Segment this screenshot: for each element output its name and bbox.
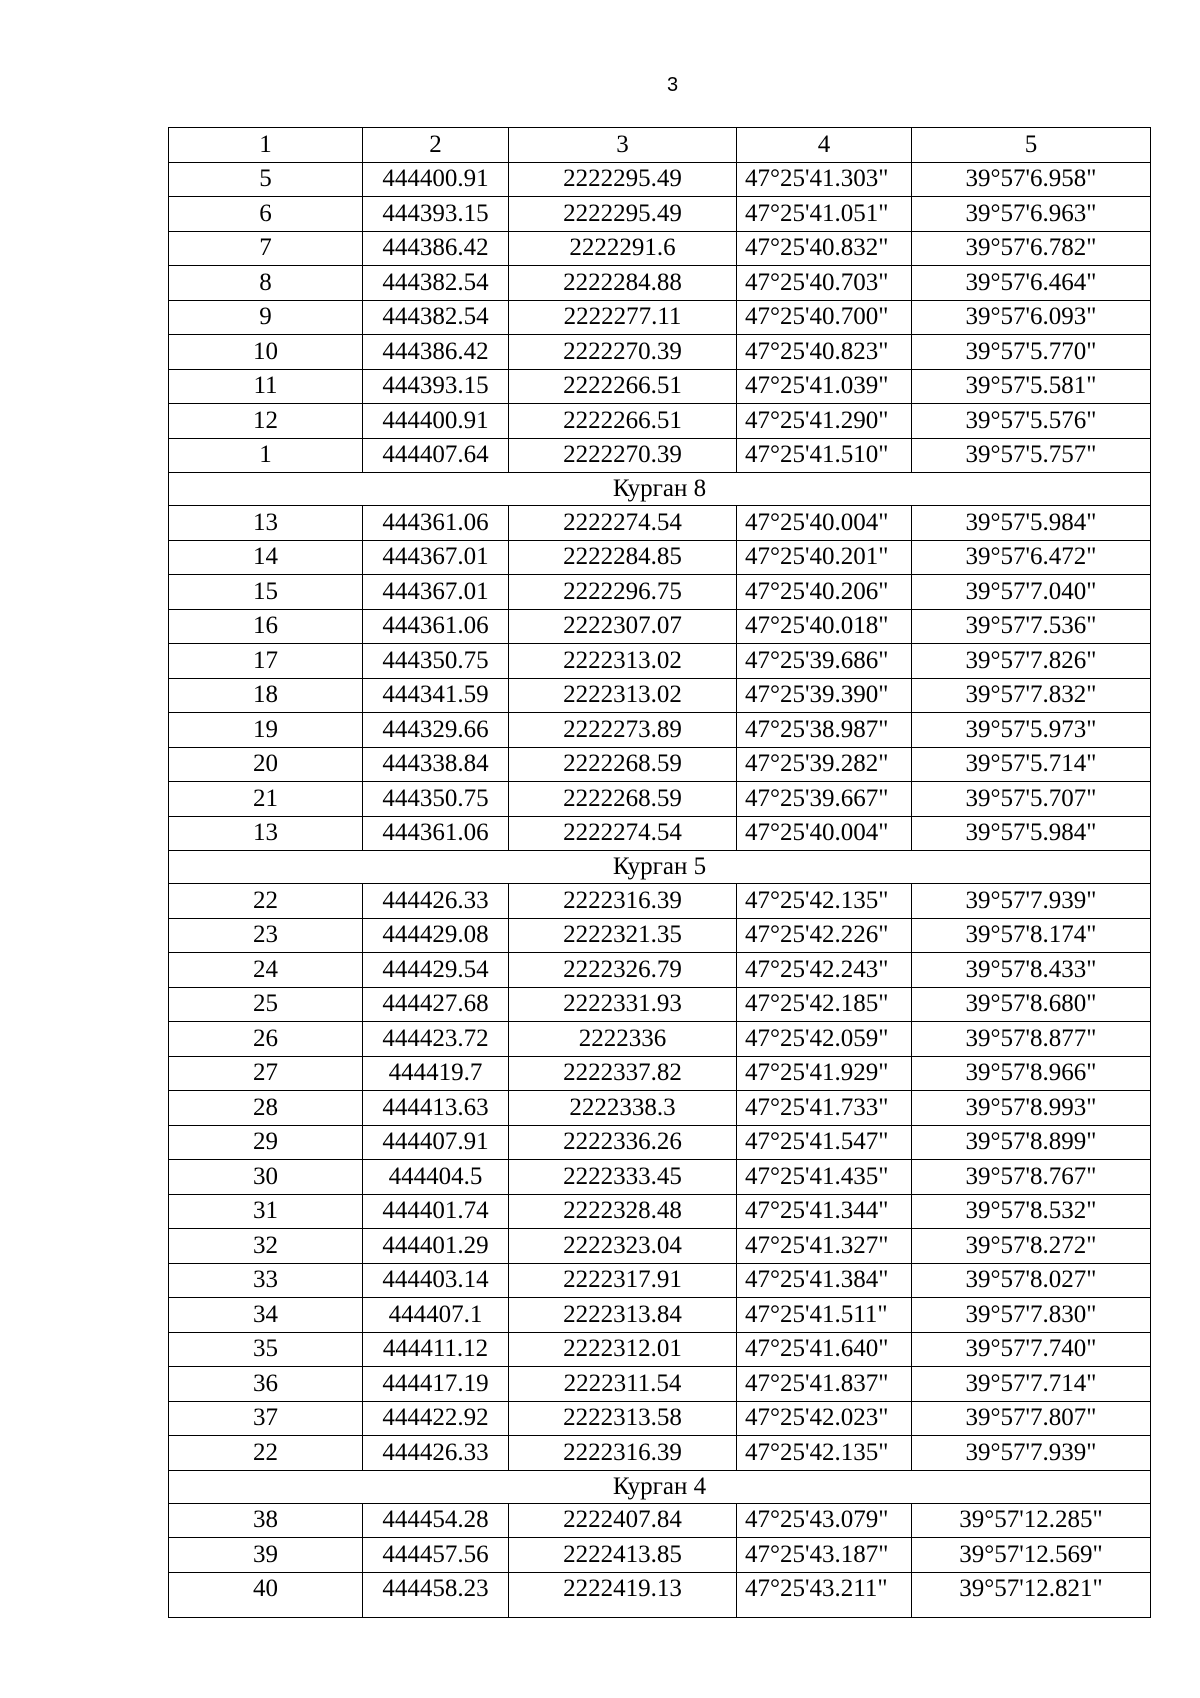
x-coordinate-cell: 444367.01 — [363, 575, 509, 610]
point-number-cell: 12 — [169, 404, 363, 439]
table-row — [169, 540, 1151, 575]
table-row — [169, 1572, 1151, 1617]
point-number-cell: 18 — [169, 678, 363, 713]
table-row — [169, 953, 1151, 988]
section-row — [169, 473, 1151, 506]
longitude-cell: 39°57'12.285" — [912, 1503, 1151, 1538]
section-row — [169, 851, 1151, 884]
longitude-cell: 39°57'5.576" — [912, 404, 1151, 439]
longitude-cell: 39°57'6.464" — [912, 266, 1151, 301]
y-coordinate-cell: 2222321.35 — [509, 918, 737, 953]
point-number-cell: 23 — [169, 918, 363, 953]
table-row — [169, 1332, 1151, 1367]
longitude-cell: 39°57'8.767" — [912, 1160, 1151, 1195]
page-number: 3 — [666, 74, 679, 96]
x-coordinate-cell: 444423.72 — [363, 1022, 509, 1057]
x-coordinate-cell: 444401.74 — [363, 1194, 509, 1229]
latitude-cell: 47°25'41.547" — [737, 1125, 912, 1160]
y-coordinate-cell: 2222268.59 — [509, 747, 737, 782]
latitude-cell: 47°25'42.135" — [737, 884, 912, 919]
point-number-cell: 11 — [169, 369, 363, 404]
point-number-cell: 21 — [169, 782, 363, 817]
latitude-cell: 47°25'41.837" — [737, 1367, 912, 1402]
x-coordinate-cell: 444361.06 — [363, 506, 509, 541]
latitude-cell: 47°25'40.700" — [737, 300, 912, 335]
point-number-cell: 17 — [169, 644, 363, 679]
longitude-cell: 39°57'7.807" — [912, 1401, 1151, 1436]
y-coordinate-cell: 2222338.3 — [509, 1091, 737, 1126]
longitude-cell: 39°57'8.966" — [912, 1056, 1151, 1091]
y-coordinate-cell: 2222316.39 — [509, 884, 737, 919]
table-row — [169, 1298, 1151, 1333]
longitude-cell: 39°57'5.973" — [912, 713, 1151, 748]
x-coordinate-cell: 444393.15 — [363, 369, 509, 404]
table-row — [169, 918, 1151, 953]
latitude-cell: 47°25'41.290" — [737, 404, 912, 439]
latitude-cell: 47°25'41.510" — [737, 438, 912, 473]
point-number-cell: 13 — [169, 816, 363, 851]
longitude-cell: 39°57'8.174" — [912, 918, 1151, 953]
latitude-cell: 47°25'43.211" — [737, 1572, 912, 1617]
y-coordinate-cell: 2222333.45 — [509, 1160, 737, 1195]
y-coordinate-cell: 2222419.13 — [509, 1572, 737, 1617]
latitude-cell: 47°25'42.185" — [737, 987, 912, 1022]
table-row — [169, 1503, 1151, 1538]
point-number-cell: 1 — [169, 438, 363, 473]
y-coordinate-cell: 2222407.84 — [509, 1503, 737, 1538]
table-row — [169, 1125, 1151, 1160]
latitude-cell: 47°25'40.018" — [737, 609, 912, 644]
header-row — [169, 128, 1151, 163]
latitude-cell: 47°25'40.823" — [737, 335, 912, 370]
section-row — [169, 1470, 1151, 1503]
longitude-cell: 39°57'5.984" — [912, 506, 1151, 541]
x-coordinate-cell: 444417.19 — [363, 1367, 509, 1402]
y-coordinate-cell: 2222331.93 — [509, 987, 737, 1022]
y-coordinate-cell: 2222323.04 — [509, 1229, 737, 1264]
point-number-cell: 39 — [169, 1538, 363, 1573]
longitude-cell: 39°57'12.569" — [912, 1538, 1151, 1573]
longitude-cell: 39°57'8.027" — [912, 1263, 1151, 1298]
longitude-cell: 39°57'8.680" — [912, 987, 1151, 1022]
point-number-cell: 32 — [169, 1229, 363, 1264]
table-row — [169, 1538, 1151, 1573]
latitude-cell: 47°25'41.039" — [737, 369, 912, 404]
longitude-cell: 39°57'5.984" — [912, 816, 1151, 851]
latitude-cell: 47°25'41.303" — [737, 162, 912, 197]
longitude-cell: 39°57'6.093" — [912, 300, 1151, 335]
x-coordinate-cell: 444429.54 — [363, 953, 509, 988]
longitude-cell: 39°57'8.993" — [912, 1091, 1151, 1126]
y-coordinate-cell: 2222307.07 — [509, 609, 737, 644]
point-number-cell: 26 — [169, 1022, 363, 1057]
latitude-cell: 47°25'41.511" — [737, 1298, 912, 1333]
x-coordinate-cell: 444419.7 — [363, 1056, 509, 1091]
longitude-cell: 39°57'8.877" — [912, 1022, 1151, 1057]
coordinates-table — [168, 127, 1151, 1618]
table-row — [169, 197, 1151, 232]
point-number-cell: 25 — [169, 987, 363, 1022]
point-number-cell: 28 — [169, 1091, 363, 1126]
longitude-cell: 39°57'7.040" — [912, 575, 1151, 610]
y-coordinate-cell: 2222295.49 — [509, 197, 737, 232]
point-number-cell: 15 — [169, 575, 363, 610]
x-coordinate-cell: 444429.08 — [363, 918, 509, 953]
point-number-cell: 14 — [169, 540, 363, 575]
longitude-cell: 39°57'6.958" — [912, 162, 1151, 197]
latitude-cell: 47°25'41.344" — [737, 1194, 912, 1229]
longitude-cell: 39°57'5.707" — [912, 782, 1151, 817]
x-coordinate-cell: 444350.75 — [363, 644, 509, 679]
table-row — [169, 162, 1151, 197]
table-row — [169, 369, 1151, 404]
table-row — [169, 1056, 1151, 1091]
x-coordinate-cell: 444338.84 — [363, 747, 509, 782]
point-number-cell: 22 — [169, 1436, 363, 1471]
point-number-cell: 20 — [169, 747, 363, 782]
point-number-cell: 13 — [169, 506, 363, 541]
table-row — [169, 575, 1151, 610]
point-number-cell: 31 — [169, 1194, 363, 1229]
y-coordinate-cell: 2222313.58 — [509, 1401, 737, 1436]
table-row — [169, 506, 1151, 541]
table-row — [169, 266, 1151, 301]
y-coordinate-cell: 2222273.89 — [509, 713, 737, 748]
y-coordinate-cell: 2222328.48 — [509, 1194, 737, 1229]
x-coordinate-cell: 444426.33 — [363, 884, 509, 919]
point-number-cell: 30 — [169, 1160, 363, 1195]
table-row — [169, 231, 1151, 266]
x-coordinate-cell: 444361.06 — [363, 609, 509, 644]
y-coordinate-cell: 2222313.84 — [509, 1298, 737, 1333]
point-number-cell: 34 — [169, 1298, 363, 1333]
y-coordinate-cell: 2222268.59 — [509, 782, 737, 817]
x-coordinate-cell: 444407.91 — [363, 1125, 509, 1160]
x-coordinate-cell: 444458.23 — [363, 1572, 509, 1617]
table-row — [169, 1091, 1151, 1126]
table-row — [169, 1436, 1151, 1471]
header-cell: 1 — [169, 128, 363, 163]
y-coordinate-cell: 2222296.75 — [509, 575, 737, 610]
longitude-cell: 39°57'8.433" — [912, 953, 1151, 988]
latitude-cell: 47°25'41.327" — [737, 1229, 912, 1264]
y-coordinate-cell: 2222312.01 — [509, 1332, 737, 1367]
table-row — [169, 438, 1151, 473]
latitude-cell: 47°25'41.929" — [737, 1056, 912, 1091]
y-coordinate-cell: 2222316.39 — [509, 1436, 737, 1471]
latitude-cell: 47°25'39.282" — [737, 747, 912, 782]
x-coordinate-cell: 444367.01 — [363, 540, 509, 575]
latitude-cell: 47°25'42.226" — [737, 918, 912, 953]
x-coordinate-cell: 444422.92 — [363, 1401, 509, 1436]
x-coordinate-cell: 444350.75 — [363, 782, 509, 817]
y-coordinate-cell: 2222284.88 — [509, 266, 737, 301]
table-row — [169, 1263, 1151, 1298]
x-coordinate-cell: 444427.68 — [363, 987, 509, 1022]
y-coordinate-cell: 2222266.51 — [509, 404, 737, 439]
longitude-cell: 39°57'7.830" — [912, 1298, 1151, 1333]
longitude-cell: 39°57'7.536" — [912, 609, 1151, 644]
x-coordinate-cell: 444404.5 — [363, 1160, 509, 1195]
table-row — [169, 1401, 1151, 1436]
point-number-cell: 16 — [169, 609, 363, 644]
x-coordinate-cell: 444401.29 — [363, 1229, 509, 1264]
x-coordinate-cell: 444413.63 — [363, 1091, 509, 1126]
section-title: Курган 5 — [169, 851, 1151, 884]
longitude-cell: 39°57'6.782" — [912, 231, 1151, 266]
y-coordinate-cell: 2222337.82 — [509, 1056, 737, 1091]
table-row — [169, 1229, 1151, 1264]
longitude-cell: 39°57'8.532" — [912, 1194, 1151, 1229]
latitude-cell: 47°25'41.051" — [737, 197, 912, 232]
y-coordinate-cell: 2222274.54 — [509, 506, 737, 541]
y-coordinate-cell: 2222326.79 — [509, 953, 737, 988]
point-number-cell: 19 — [169, 713, 363, 748]
x-coordinate-cell: 444382.54 — [363, 266, 509, 301]
y-coordinate-cell: 2222266.51 — [509, 369, 737, 404]
x-coordinate-cell: 444361.06 — [363, 816, 509, 851]
y-coordinate-cell: 2222413.85 — [509, 1538, 737, 1573]
header-cell: 4 — [737, 128, 912, 163]
latitude-cell: 47°25'39.667" — [737, 782, 912, 817]
longitude-cell: 39°57'7.740" — [912, 1332, 1151, 1367]
table-row — [169, 678, 1151, 713]
point-number-cell: 36 — [169, 1367, 363, 1402]
table-row — [169, 1367, 1151, 1402]
y-coordinate-cell: 2222274.54 — [509, 816, 737, 851]
latitude-cell: 47°25'39.686" — [737, 644, 912, 679]
x-coordinate-cell: 444393.15 — [363, 197, 509, 232]
header-cell: 2 — [363, 128, 509, 163]
point-number-cell: 9 — [169, 300, 363, 335]
point-number-cell: 37 — [169, 1401, 363, 1436]
y-coordinate-cell: 2222336 — [509, 1022, 737, 1057]
longitude-cell: 39°57'7.826" — [912, 644, 1151, 679]
latitude-cell: 47°25'41.384" — [737, 1263, 912, 1298]
x-coordinate-cell: 444382.54 — [363, 300, 509, 335]
point-number-cell: 7 — [169, 231, 363, 266]
x-coordinate-cell: 444341.59 — [363, 678, 509, 713]
x-coordinate-cell: 444403.14 — [363, 1263, 509, 1298]
table-row — [169, 1194, 1151, 1229]
y-coordinate-cell: 2222311.54 — [509, 1367, 737, 1402]
latitude-cell: 47°25'41.640" — [737, 1332, 912, 1367]
point-number-cell: 6 — [169, 197, 363, 232]
section-title: Курган 8 — [169, 473, 1151, 506]
latitude-cell: 47°25'41.435" — [737, 1160, 912, 1195]
point-number-cell: 10 — [169, 335, 363, 370]
latitude-cell: 47°25'41.733" — [737, 1091, 912, 1126]
y-coordinate-cell: 2222313.02 — [509, 644, 737, 679]
latitude-cell: 47°25'40.703" — [737, 266, 912, 301]
x-coordinate-cell: 444411.12 — [363, 1332, 509, 1367]
longitude-cell: 39°57'5.757" — [912, 438, 1151, 473]
y-coordinate-cell: 2222277.11 — [509, 300, 737, 335]
table-row — [169, 987, 1151, 1022]
longitude-cell: 39°57'12.821" — [912, 1572, 1151, 1617]
x-coordinate-cell: 444400.91 — [363, 162, 509, 197]
section-title: Курган 4 — [169, 1470, 1151, 1503]
table-row — [169, 609, 1151, 644]
table-row — [169, 644, 1151, 679]
longitude-cell: 39°57'8.899" — [912, 1125, 1151, 1160]
x-coordinate-cell: 444454.28 — [363, 1503, 509, 1538]
y-coordinate-cell: 2222336.26 — [509, 1125, 737, 1160]
longitude-cell: 39°57'5.581" — [912, 369, 1151, 404]
latitude-cell: 47°25'42.135" — [737, 1436, 912, 1471]
point-number-cell: 35 — [169, 1332, 363, 1367]
longitude-cell: 39°57'7.714" — [912, 1367, 1151, 1402]
y-coordinate-cell: 2222284.85 — [509, 540, 737, 575]
latitude-cell: 47°25'38.987" — [737, 713, 912, 748]
latitude-cell: 47°25'43.079" — [737, 1503, 912, 1538]
x-coordinate-cell: 444329.66 — [363, 713, 509, 748]
table-row — [169, 884, 1151, 919]
table-row — [169, 747, 1151, 782]
longitude-cell: 39°57'6.963" — [912, 197, 1151, 232]
longitude-cell: 39°57'7.832" — [912, 678, 1151, 713]
latitude-cell: 47°25'40.832" — [737, 231, 912, 266]
point-number-cell: 5 — [169, 162, 363, 197]
header-cell: 5 — [912, 128, 1151, 163]
latitude-cell: 47°25'40.201" — [737, 540, 912, 575]
latitude-cell: 47°25'42.243" — [737, 953, 912, 988]
latitude-cell: 47°25'39.390" — [737, 678, 912, 713]
point-number-cell: 29 — [169, 1125, 363, 1160]
point-number-cell: 24 — [169, 953, 363, 988]
point-number-cell: 38 — [169, 1503, 363, 1538]
table-row — [169, 404, 1151, 439]
x-coordinate-cell: 444400.91 — [363, 404, 509, 439]
longitude-cell: 39°57'6.472" — [912, 540, 1151, 575]
longitude-cell: 39°57'8.272" — [912, 1229, 1151, 1264]
latitude-cell: 47°25'43.187" — [737, 1538, 912, 1573]
table-row — [169, 782, 1151, 817]
table-row — [169, 816, 1151, 851]
point-number-cell: 40 — [169, 1572, 363, 1617]
longitude-cell: 39°57'5.770" — [912, 335, 1151, 370]
header-cell: 3 — [509, 128, 737, 163]
y-coordinate-cell: 2222270.39 — [509, 335, 737, 370]
latitude-cell: 47°25'40.206" — [737, 575, 912, 610]
table-row — [169, 1160, 1151, 1195]
y-coordinate-cell: 2222295.49 — [509, 162, 737, 197]
x-coordinate-cell: 444386.42 — [363, 231, 509, 266]
table-row — [169, 1022, 1151, 1057]
x-coordinate-cell: 444426.33 — [363, 1436, 509, 1471]
y-coordinate-cell: 2222291.6 — [509, 231, 737, 266]
point-number-cell: 33 — [169, 1263, 363, 1298]
x-coordinate-cell: 444407.1 — [363, 1298, 509, 1333]
x-coordinate-cell: 444386.42 — [363, 335, 509, 370]
latitude-cell: 47°25'42.023" — [737, 1401, 912, 1436]
longitude-cell: 39°57'7.939" — [912, 884, 1151, 919]
y-coordinate-cell: 2222270.39 — [509, 438, 737, 473]
table-row — [169, 713, 1151, 748]
longitude-cell: 39°57'7.939" — [912, 1436, 1151, 1471]
latitude-cell: 47°25'42.059" — [737, 1022, 912, 1057]
table-row — [169, 335, 1151, 370]
longitude-cell: 39°57'5.714" — [912, 747, 1151, 782]
latitude-cell: 47°25'40.004" — [737, 816, 912, 851]
latitude-cell: 47°25'40.004" — [737, 506, 912, 541]
x-coordinate-cell: 444457.56 — [363, 1538, 509, 1573]
y-coordinate-cell: 2222317.91 — [509, 1263, 737, 1298]
point-number-cell: 22 — [169, 884, 363, 919]
table-row — [169, 300, 1151, 335]
x-coordinate-cell: 444407.64 — [363, 438, 509, 473]
point-number-cell: 8 — [169, 266, 363, 301]
y-coordinate-cell: 2222313.02 — [509, 678, 737, 713]
point-number-cell: 27 — [169, 1056, 363, 1091]
table-body — [169, 128, 1151, 1618]
